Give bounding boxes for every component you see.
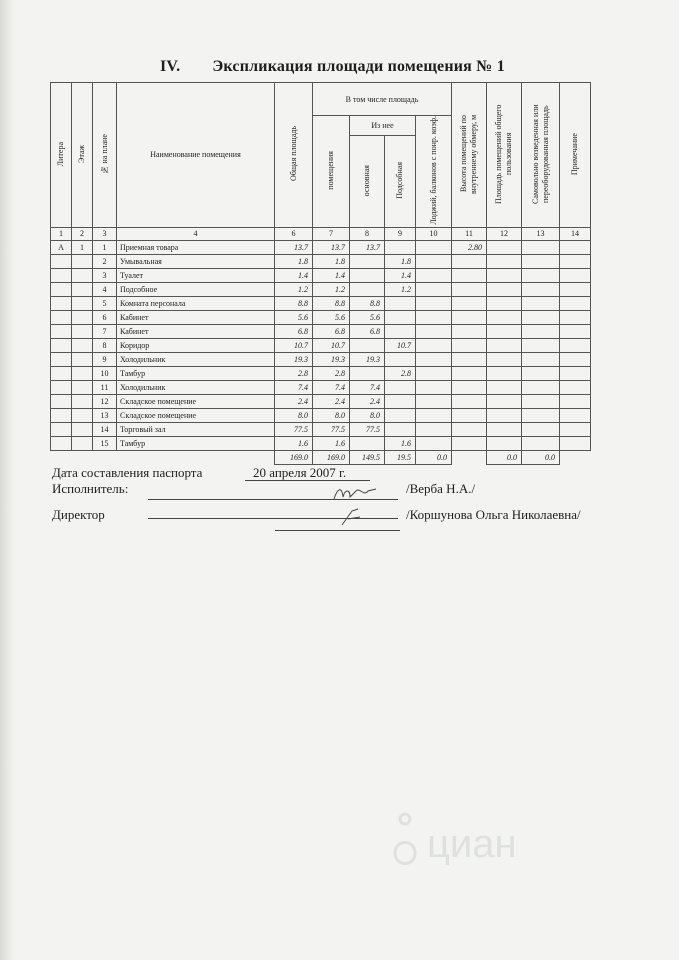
cell-pomesh: 1.8 (313, 254, 350, 268)
cell-total: 19.3 (275, 352, 313, 366)
director-label: Директор (52, 507, 105, 522)
cell-etazh (72, 380, 93, 394)
cell-obshego (487, 268, 522, 282)
cell-total: 10.7 (275, 338, 313, 352)
cell-podsobnaya: 1.2 (385, 282, 416, 296)
cell-obshego (487, 380, 522, 394)
cell-osnovnaya: 77.5 (350, 422, 385, 436)
cell-litera (51, 296, 72, 310)
header-name: Наименование помещения (117, 83, 275, 228)
cell-nomer: 6 (93, 310, 117, 324)
cell-etazh (72, 268, 93, 282)
cell-samovolno (522, 394, 560, 408)
cell-primech (560, 394, 591, 408)
cell-primech (560, 408, 591, 422)
cell-pomesh: 2.4 (313, 394, 350, 408)
cell-obshego (487, 352, 522, 366)
cell-osnovnaya (350, 366, 385, 380)
header-vysota: Высота помещений по внутреннему обмеру, м (452, 83, 487, 228)
cian-watermark (385, 805, 605, 875)
cell-litera (51, 268, 72, 282)
cell-name: Туалет (117, 268, 275, 282)
cell-nomer: 4 (93, 282, 117, 296)
cell-primech (560, 310, 591, 324)
cell-obshego (487, 408, 522, 422)
cell-obshego (487, 240, 522, 254)
cell-obshego (487, 310, 522, 324)
cell-osnovnaya: 8.0 (350, 408, 385, 422)
cell-vysota (452, 422, 487, 436)
cell-vysota (452, 408, 487, 422)
cell-name: Умывальная (117, 254, 275, 268)
cell-total: 77.5 (275, 422, 313, 436)
cell-etazh: 1 (72, 240, 93, 254)
cell-primech (560, 352, 591, 366)
cell-osnovnaya: 13.7 (350, 240, 385, 254)
cell-nomer: 11 (93, 380, 117, 394)
cell-litera (51, 310, 72, 324)
cell-total: 5.6 (275, 310, 313, 324)
cell-nomer: 14 (93, 422, 117, 436)
col-index: 7 (313, 227, 350, 240)
cell-vysota (452, 436, 487, 450)
total-obshego: 0.0 (487, 450, 522, 464)
total-osnovnaya: 149.5 (350, 450, 385, 464)
cell-etazh (72, 352, 93, 366)
cell-etazh (72, 310, 93, 324)
header-pomesh: помещения (313, 116, 350, 228)
cell-samovolno (522, 422, 560, 436)
cell-primech (560, 282, 591, 296)
cell-total: 1.4 (275, 268, 313, 282)
table-row (51, 296, 591, 310)
explication-table (50, 82, 591, 465)
col-index: 2 (72, 227, 93, 240)
header-etazh: Этаж (72, 83, 93, 228)
cell-name: Холодильник (117, 380, 275, 394)
executor-label: Исполнитель: (52, 481, 129, 496)
cell-vysota (452, 394, 487, 408)
cell-pomesh: 1.4 (313, 268, 350, 282)
col-index: 14 (560, 227, 591, 240)
cell-lodzhii (416, 296, 452, 310)
cell-total: 1.2 (275, 282, 313, 296)
title-text: Экспликация площади помещения № 1 (212, 58, 505, 75)
cell-litera (51, 282, 72, 296)
table-row (51, 408, 591, 422)
cell-nomer: 8 (93, 338, 117, 352)
cell-nomer: 13 (93, 408, 117, 422)
cell-osnovnaya: 19.3 (350, 352, 385, 366)
cell-podsobnaya (385, 240, 416, 254)
cell-podsobnaya: 1.6 (385, 436, 416, 450)
director-name: /Коршунова Ольга Николаевна/ (406, 507, 581, 522)
cell-osnovnaya (350, 338, 385, 352)
cell-etazh (72, 366, 93, 380)
cell-lodzhii (416, 422, 452, 436)
cell-samovolno (522, 408, 560, 422)
header-lodzhii: Лоджий, балконов с понр. коэф. (416, 116, 452, 228)
cell-vysota (452, 282, 487, 296)
cell-podsobnaya (385, 380, 416, 394)
cell-nomer: 1 (93, 240, 117, 254)
cell-vysota (452, 380, 487, 394)
table-row (51, 380, 591, 394)
cell-samovolno (522, 436, 560, 450)
cell-samovolno (522, 352, 560, 366)
col-index: 8 (350, 227, 385, 240)
header-litera: Литера (51, 83, 72, 228)
cell-nomer: 7 (93, 324, 117, 338)
cell-etazh (72, 394, 93, 408)
cell-litera (51, 436, 72, 450)
cell-lodzhii (416, 282, 452, 296)
cell-pomesh: 5.6 (313, 310, 350, 324)
cell-obshego (487, 394, 522, 408)
column-index-row (51, 227, 591, 240)
cell-samovolno (522, 296, 560, 310)
cell-total: 2.8 (275, 366, 313, 380)
cell-samovolno (522, 310, 560, 324)
cell-litera: А (51, 240, 72, 254)
cell-obshego (487, 366, 522, 380)
cell-pomesh: 8.0 (313, 408, 350, 422)
table-row (51, 282, 591, 296)
cell-primech (560, 240, 591, 254)
col-index: 13 (522, 227, 560, 240)
cell-nomer: 12 (93, 394, 117, 408)
cell-osnovnaya: 7.4 (350, 380, 385, 394)
cell-name: Торговый зал (117, 422, 275, 436)
col-index: 12 (487, 227, 522, 240)
cell-vysota: 2.80 (452, 240, 487, 254)
cell-name: Подсобное (117, 282, 275, 296)
cell-lodzhii (416, 366, 452, 380)
cell-nomer: 2 (93, 254, 117, 268)
cell-lodzhii (416, 324, 452, 338)
cell-pomesh: 1.2 (313, 282, 350, 296)
table-row (51, 422, 591, 436)
cell-litera (51, 408, 72, 422)
col-index: 1 (51, 227, 72, 240)
cell-vysota (452, 310, 487, 324)
cell-pomesh: 1.6 (313, 436, 350, 450)
cell-pomesh: 7.4 (313, 380, 350, 394)
cell-total: 13.7 (275, 240, 313, 254)
cell-nomer: 9 (93, 352, 117, 366)
total-podsobnaya: 19.5 (385, 450, 416, 464)
col-index: 11 (452, 227, 487, 240)
cell-osnovnaya (350, 436, 385, 450)
table-row (51, 268, 591, 282)
header-podsobnaya: Подсобная (385, 136, 416, 227)
cell-primech (560, 338, 591, 352)
cell-total: 2.4 (275, 394, 313, 408)
header-total: Общая площадь (275, 83, 313, 228)
cell-samovolno (522, 282, 560, 296)
cell-name: Кабинет (117, 324, 275, 338)
total-pomesh: 169.0 (313, 450, 350, 464)
cell-litera (51, 352, 72, 366)
cell-vysota (452, 324, 487, 338)
cell-lodzhii (416, 380, 452, 394)
cell-primech (560, 366, 591, 380)
cell-osnovnaya (350, 254, 385, 268)
cell-obshego (487, 282, 522, 296)
date-value: 20 апреля 2007 г. (253, 465, 347, 480)
cell-osnovnaya (350, 268, 385, 282)
cell-samovolno (522, 254, 560, 268)
cell-litera (51, 338, 72, 352)
cell-nomer: 15 (93, 436, 117, 450)
cell-osnovnaya: 6.8 (350, 324, 385, 338)
cell-podsobnaya: 1.8 (385, 254, 416, 268)
cell-podsobnaya (385, 394, 416, 408)
cell-name: Тамбур (117, 366, 275, 380)
header-primech: Примечание (560, 83, 591, 228)
cell-pomesh: 10.7 (313, 338, 350, 352)
executor-signature (330, 483, 380, 505)
cell-podsobnaya: 2.8 (385, 366, 416, 380)
cell-pomesh: 13.7 (313, 240, 350, 254)
cell-samovolno (522, 338, 560, 352)
table-row (51, 240, 591, 254)
cell-primech (560, 296, 591, 310)
cell-obshego (487, 254, 522, 268)
header-nomer: № на плане (93, 83, 117, 228)
table-row (51, 366, 591, 380)
cell-lodzhii (416, 408, 452, 422)
header-incl: В том числе площадь (313, 83, 452, 116)
cell-name: Коридор (117, 338, 275, 352)
cell-litera (51, 366, 72, 380)
cell-litera (51, 324, 72, 338)
cell-primech (560, 324, 591, 338)
cell-litera (51, 380, 72, 394)
cell-litera (51, 394, 72, 408)
cell-primech (560, 380, 591, 394)
total-samovolno: 0.0 (522, 450, 560, 464)
cell-podsobnaya (385, 422, 416, 436)
cell-osnovnaya (350, 282, 385, 296)
cell-lodzhii (416, 436, 452, 450)
cell-vysota (452, 268, 487, 282)
cell-pomesh: 8.8 (313, 296, 350, 310)
cell-primech (560, 436, 591, 450)
cell-obshego (487, 422, 522, 436)
cell-primech (560, 268, 591, 282)
cell-obshego (487, 296, 522, 310)
cell-etazh (72, 296, 93, 310)
col-index: 4 (117, 227, 275, 240)
table-row (51, 352, 591, 366)
director-signature (338, 505, 368, 529)
total-lodzhii: 0.0 (416, 450, 452, 464)
cell-lodzhii (416, 310, 452, 324)
cell-podsobnaya (385, 408, 416, 422)
cell-obshego (487, 324, 522, 338)
col-index: 6 (275, 227, 313, 240)
table-row (51, 254, 591, 268)
cell-vysota (452, 338, 487, 352)
cell-total: 7.4 (275, 380, 313, 394)
cell-lodzhii (416, 338, 452, 352)
cell-lodzhii (416, 240, 452, 254)
cell-total: 6.8 (275, 324, 313, 338)
cell-primech (560, 422, 591, 436)
cell-osnovnaya: 2.4 (350, 394, 385, 408)
cell-name: Складское помещение (117, 394, 275, 408)
cell-primech (560, 254, 591, 268)
header-obshego: Площадь помещений общего пользования (487, 83, 522, 228)
cell-pomesh: 6.8 (313, 324, 350, 338)
cell-name: Тамбур (117, 436, 275, 450)
date-underline (245, 480, 370, 481)
cell-osnovnaya: 8.8 (350, 296, 385, 310)
cell-podsobnaya (385, 324, 416, 338)
cell-vysota (452, 366, 487, 380)
cell-vysota (452, 296, 487, 310)
header-samovolno: Самовольно возведенная или переоборудованная площадь (522, 83, 560, 228)
cell-samovolno (522, 380, 560, 394)
watermark-text: циан (427, 822, 517, 866)
cell-lodzhii (416, 352, 452, 366)
cell-podsobnaya (385, 352, 416, 366)
cell-podsobnaya (385, 310, 416, 324)
table-row (51, 338, 591, 352)
totals-row (51, 450, 591, 464)
page-title (160, 58, 505, 76)
director-underline (275, 530, 400, 531)
cell-samovolno (522, 324, 560, 338)
cell-litera (51, 422, 72, 436)
cell-samovolno (522, 240, 560, 254)
cell-name: Складское помещение (117, 408, 275, 422)
cell-obshego (487, 436, 522, 450)
cell-vysota (452, 254, 487, 268)
table-row (51, 436, 591, 450)
cell-podsobnaya: 10.7 (385, 338, 416, 352)
cell-etazh (72, 422, 93, 436)
col-index: 9 (385, 227, 416, 240)
table-row (51, 310, 591, 324)
section-number: IV. (160, 58, 181, 75)
cell-name: Приемная товара (117, 240, 275, 254)
header-of-which: Из нее (350, 116, 416, 136)
cell-nomer: 10 (93, 366, 117, 380)
cell-name: Холодильник (117, 352, 275, 366)
executor-name: /Верба Н.А./ (406, 481, 476, 496)
cell-total: 8.8 (275, 296, 313, 310)
cell-pomesh: 77.5 (313, 422, 350, 436)
cell-samovolno (522, 366, 560, 380)
total-total: 169.0 (275, 450, 313, 464)
table-body (51, 240, 591, 450)
cell-osnovnaya: 5.6 (350, 310, 385, 324)
cell-podsobnaya (385, 296, 416, 310)
cell-nomer: 3 (93, 268, 117, 282)
cell-etazh (72, 436, 93, 450)
cell-lodzhii (416, 254, 452, 268)
page-edge (0, 0, 14, 960)
col-index: 10 (416, 227, 452, 240)
cell-etazh (72, 324, 93, 338)
cell-litera (51, 254, 72, 268)
cell-etazh (72, 254, 93, 268)
cell-nomer: 5 (93, 296, 117, 310)
cell-name: Кабинет (117, 310, 275, 324)
cell-etazh (72, 282, 93, 296)
cell-total: 8.0 (275, 408, 313, 422)
col-index: 3 (93, 227, 117, 240)
cell-podsobnaya: 1.4 (385, 268, 416, 282)
date-label: Дата составления паспорта (52, 465, 203, 480)
cell-total: 1.6 (275, 436, 313, 450)
cell-name: Комната персонала (117, 296, 275, 310)
cell-etazh (72, 338, 93, 352)
cell-pomesh: 2.8 (313, 366, 350, 380)
table-row (51, 324, 591, 338)
cell-etazh (72, 408, 93, 422)
cell-total: 1.8 (275, 254, 313, 268)
cell-samovolno (522, 268, 560, 282)
cell-obshego (487, 338, 522, 352)
header-osnovnaya: основная (350, 136, 385, 227)
cell-vysota (452, 352, 487, 366)
table-row (51, 394, 591, 408)
cell-lodzhii (416, 268, 452, 282)
cell-lodzhii (416, 394, 452, 408)
cell-pomesh: 19.3 (313, 352, 350, 366)
